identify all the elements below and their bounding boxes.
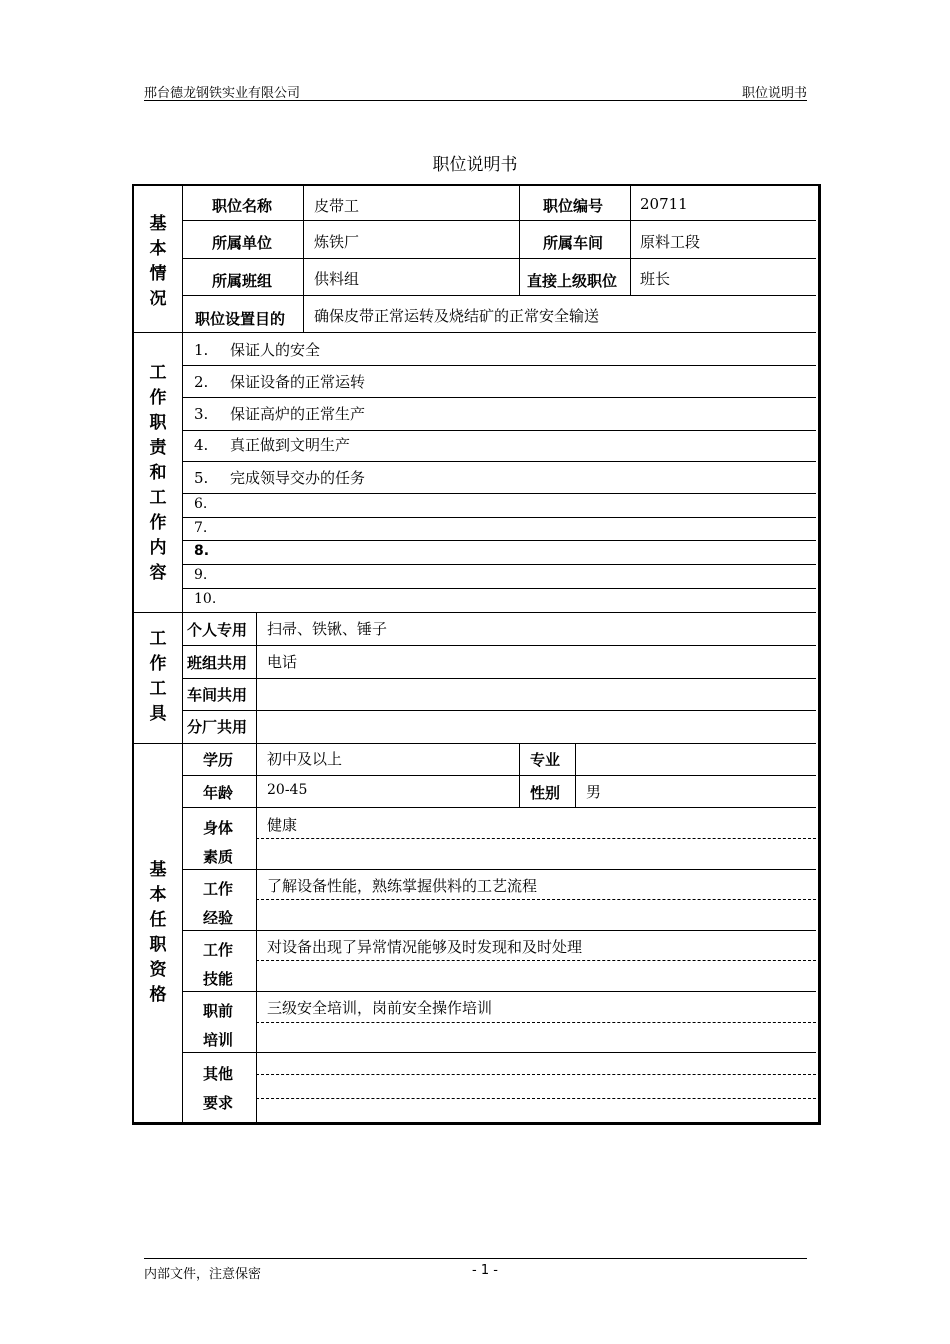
- skills-value: 对设备出现了异常情况能够及时发现和及时处理: [267, 938, 583, 956]
- position-code-label: 职位编号: [543, 197, 604, 215]
- unit-value: 炼铁厂: [314, 233, 360, 251]
- section-tools: 工 作 工 具: [149, 629, 167, 724]
- duty-item: 10.: [194, 591, 217, 607]
- experience-value: 了解设备性能，熟练掌握供料的工艺流程: [267, 877, 538, 895]
- workshop-label: 所属车间: [543, 234, 604, 252]
- gender-value: 男: [586, 783, 602, 801]
- tool-label-personal: 个人专用: [187, 621, 248, 639]
- team-value: 供料组: [314, 270, 360, 288]
- duty-item: 8.: [194, 543, 210, 559]
- age-label: 年龄: [203, 784, 234, 802]
- duty-item: 3. 保证高炉的正常生产: [194, 405, 366, 423]
- page-title: 职位说明书: [432, 155, 518, 175]
- skills-label: 工作 技能: [203, 941, 234, 988]
- duty-item: 5. 完成领导交办的任务: [194, 469, 366, 487]
- tool-value-team: 电话: [267, 653, 298, 671]
- section-basic-info: 基 本 情 况: [149, 214, 167, 309]
- company-name: 邢台德龙钢铁实业有限公司: [144, 86, 301, 101]
- tool-label-plant: 分厂共用: [187, 718, 248, 736]
- physical-label: 身体 素质: [203, 819, 234, 866]
- experience-label: 工作 经验: [203, 880, 234, 927]
- duty-item: 6.: [194, 496, 208, 512]
- section-qualifications: 基 本 任 职 资 格: [149, 860, 167, 1005]
- unit-label: 所属单位: [212, 234, 273, 252]
- tool-value-personal: 扫帚、铁锹、锤子: [267, 620, 388, 638]
- position-code-value: 20711: [640, 195, 688, 213]
- workshop-value: 原料工段: [640, 233, 701, 251]
- tool-label-team: 班组共用: [187, 654, 248, 672]
- header-doc-type: 职位说明书: [741, 86, 807, 101]
- duty-item: 4. 真正做到文明生产: [194, 436, 351, 454]
- section-duties: 工 作 职 责 和 工 作 内 容: [149, 363, 167, 583]
- duty-item: 1. 保证人的安全: [194, 341, 321, 359]
- team-label: 所属班组: [212, 272, 273, 290]
- supervisor-value: 班长: [640, 270, 671, 288]
- position-name-value: 皮带工: [314, 197, 360, 215]
- training-value: 三级安全培训，岗前安全操作培训: [267, 999, 493, 1017]
- purpose-label: 职位设置目的: [195, 310, 286, 328]
- supervisor-label: 直接上级职位: [527, 272, 618, 290]
- major-label: 专业: [530, 751, 561, 769]
- physical-value: 健康: [267, 816, 298, 834]
- job-description-table: [132, 184, 821, 1125]
- other-label: 其他 要求: [203, 1065, 234, 1112]
- page-footer: [144, 1258, 807, 1282]
- position-name-label: 职位名称: [212, 197, 273, 215]
- duty-item: 2. 保证设备的正常运转: [194, 373, 366, 391]
- duty-item: 9.: [194, 567, 208, 583]
- purpose-value: 确保皮带正常运转及烧结矿的正常安全输送: [314, 307, 600, 325]
- training-label: 职前 培训: [203, 1002, 234, 1049]
- page-number: - 1 -: [472, 1263, 498, 1278]
- gender-label: 性别: [530, 784, 561, 802]
- page-header: [144, 82, 807, 101]
- duty-item: 7.: [194, 520, 208, 536]
- education-label: 学历: [203, 751, 234, 769]
- education-value: 初中及以上: [267, 750, 343, 768]
- tool-label-workshop: 车间共用: [187, 686, 248, 704]
- confidential-note: 内部文件，注意保密: [144, 1267, 262, 1282]
- age-value: 20-45: [267, 782, 308, 798]
